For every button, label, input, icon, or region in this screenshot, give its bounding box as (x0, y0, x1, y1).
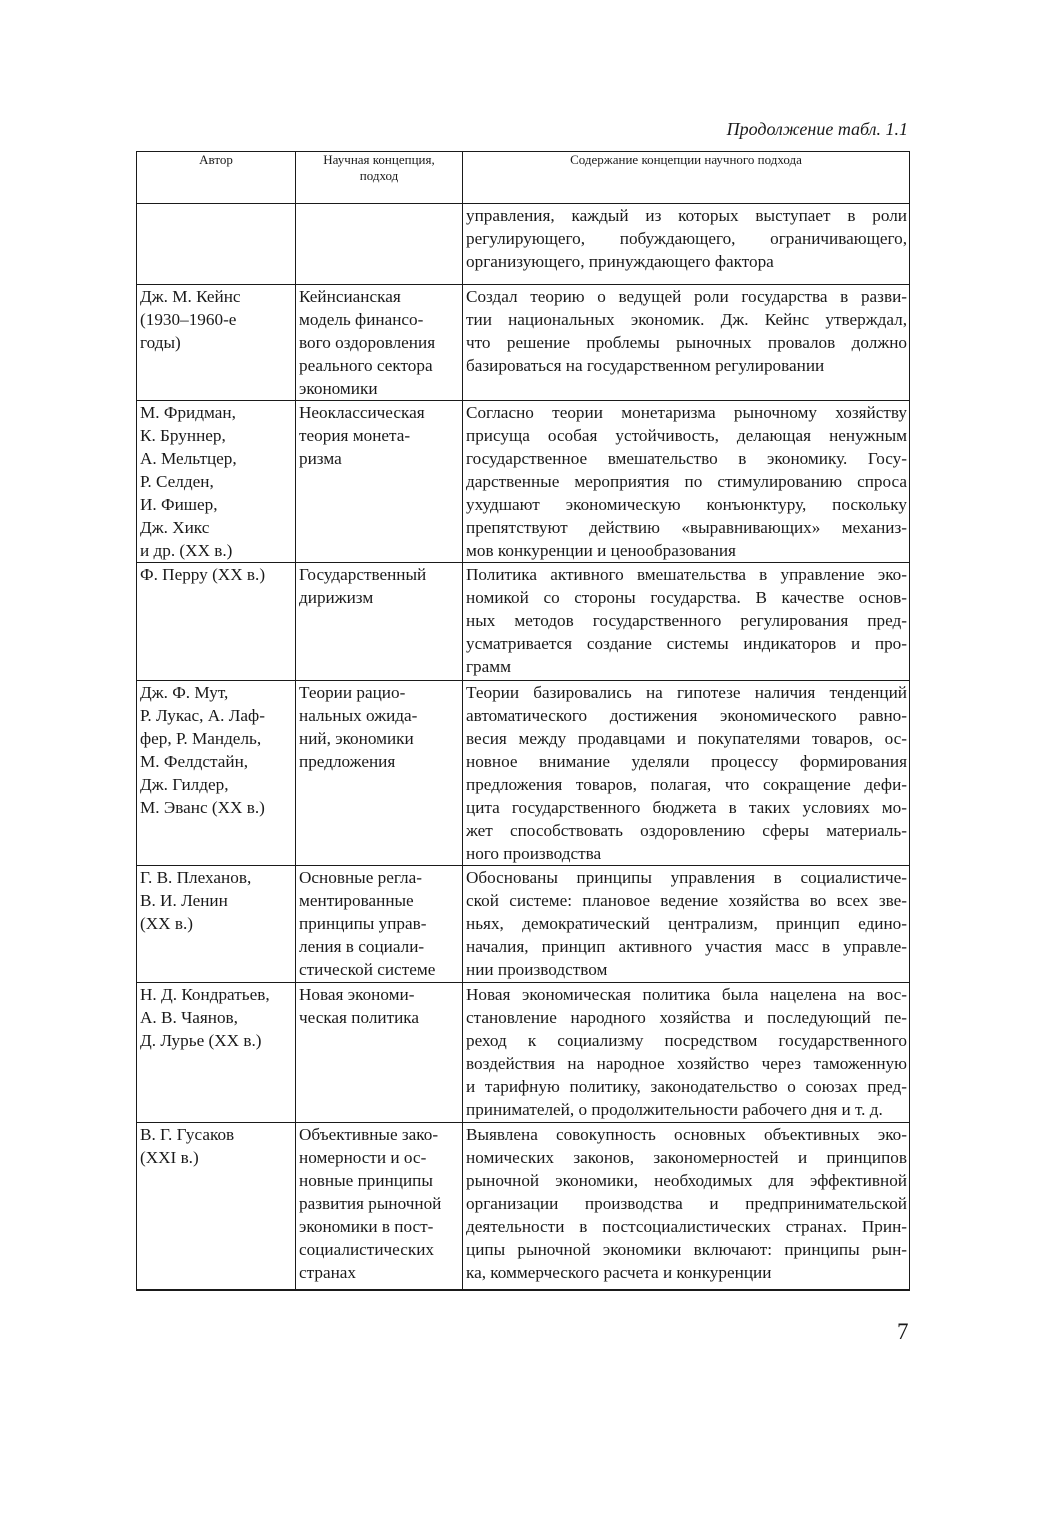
cell-author (137, 563, 296, 681)
content-line: ка, коммерческого расчета и конкуренции (466, 1263, 772, 1282)
content-line: принимателей, о продолжительности рабочего дня и т. д. (466, 1100, 883, 1119)
author-line: К. Бруннер, (140, 426, 226, 445)
author-line: Н. Д. Кондратьев, (140, 985, 270, 1004)
content-line: препятствуют действию «выравнивающих» механиз- (466, 518, 907, 537)
content-line: номических законов, закономерностей и принципов (466, 1148, 907, 1167)
author-line: Ф. Перру (XX в.) (140, 565, 266, 584)
content-line: рыночной экономики, необходимых для эффективной (466, 1171, 907, 1190)
author-line: М. Эванс (XX в.) (140, 798, 265, 817)
content-line: жет способствовать оздоровлению сферы материаль- (466, 821, 907, 840)
table-row (137, 1123, 910, 1290)
concept-line: нальных ожида- (299, 706, 418, 725)
content-line: номикой со стороны государства. В качестве основ- (466, 588, 907, 607)
content-line: базироваться на государственном регулировании (466, 356, 825, 375)
concept-line: ний, экономики (299, 729, 414, 748)
concept-text (296, 401, 462, 470)
concept-line: предложения (299, 752, 396, 771)
cell-content (463, 983, 910, 1123)
content-text (463, 983, 909, 1121)
content-line: ской системе: плановое ведение хозяйства во всех зве- (466, 891, 907, 910)
content-line: организации производства и предпринимательской (466, 1194, 907, 1213)
cell-author (137, 401, 296, 563)
concept-line: новные принципы (299, 1171, 433, 1190)
cell-content (463, 681, 910, 866)
cell-content (463, 204, 910, 285)
content-line: ухудшают экономическую конъюнктуру, поскольку (466, 495, 907, 514)
table-row (137, 983, 910, 1123)
content-line: автоматического достижения экономического равно- (466, 706, 907, 725)
page-number: 7 (897, 1319, 909, 1344)
content-line: ципы рыночной экономики включают: принципы рын- (466, 1240, 907, 1259)
cell-content (463, 563, 910, 681)
author-text (137, 866, 295, 935)
author-line: годы) (140, 333, 181, 352)
table-row (137, 866, 910, 983)
content-line: и тарифную политику, законодательство о союзах пред- (466, 1077, 907, 1096)
content-text (463, 866, 909, 981)
content-line: управления, каждый из которых выступает в роли (466, 206, 907, 225)
content-line: Политика активного вмешательства в управление эко- (466, 565, 907, 584)
table-row (137, 681, 910, 866)
author-text (137, 563, 295, 586)
author-line: и др. (XX в.) (140, 541, 233, 560)
content-line: Согласно теории монетаризма рыночному хозяйству (466, 403, 907, 422)
concept-text (296, 681, 462, 773)
concept-line: ления в социали- (299, 937, 425, 956)
content-line: цита государственного бюджета в таких условиях мо- (466, 798, 907, 817)
author-text (137, 285, 295, 354)
content-line: ньях, демократический централизм, принцип едино- (466, 914, 907, 933)
content-line: Новая экономическая политика была нацелена на вос- (466, 985, 907, 1004)
cell-concept (296, 866, 463, 983)
column-header-author: Автор (137, 152, 296, 204)
concept-line: ментированные (299, 891, 414, 910)
concept-line: ризма (299, 449, 342, 468)
content-line: грамм (466, 657, 512, 676)
content-line: государственное вмешательство в экономику. Госу- (466, 449, 907, 468)
concept-line: реального сектора (299, 356, 433, 375)
author-text (137, 681, 295, 819)
author-line: В. И. Ленин (140, 891, 228, 910)
author-line: Р. Лукас, А. Лаф- (140, 706, 265, 725)
author-line: фер, Р. Мандель, (140, 729, 262, 748)
cell-author (137, 983, 296, 1123)
table-body (137, 204, 910, 1290)
concept-line: развития рыночной (299, 1194, 442, 1213)
content-line: организующего, принуждающего фактора (466, 252, 774, 271)
cell-concept (296, 204, 463, 285)
content-line: Обоснованы принципы управления в социалистиче- (466, 868, 907, 887)
column-header-content: Содержание концепции научного подхода (463, 152, 910, 204)
cell-author (137, 1123, 296, 1290)
content-line: что решение проблемы рыночных провалов должно (466, 333, 907, 352)
cell-concept (296, 983, 463, 1123)
content-line: Теории базировались на гипотезе наличия тенденций (466, 683, 907, 702)
content-line: деятельности в постсоциалистических странах. Прин- (466, 1217, 907, 1236)
concept-line: номерности и ос- (299, 1148, 427, 1167)
content-text (463, 204, 909, 273)
concept-line: экономики (299, 379, 378, 398)
author-line: Дж. М. Кейнс (140, 287, 241, 306)
content-text (463, 401, 909, 562)
cell-content (463, 401, 910, 563)
concept-line: экономики в пост- (299, 1217, 434, 1236)
author-line: И. Фишер, (140, 495, 218, 514)
content-line: новное внимание уделяли процессу формирования (466, 752, 907, 771)
content-line: мов конкуренции и ценообразования (466, 541, 736, 560)
concept-line: стической системе (299, 960, 436, 979)
cell-concept (296, 563, 463, 681)
content-line: Выявлена совокупность основных объективных эко- (466, 1125, 907, 1144)
content-text (463, 563, 909, 678)
concept-line: модель финансо- (299, 310, 424, 329)
content-text (463, 285, 909, 377)
table-header-row (137, 152, 910, 204)
content-line: реход к социализму посредством государственного (466, 1031, 907, 1050)
author-line: (XXI в.) (140, 1148, 199, 1167)
cell-content (463, 285, 910, 401)
concept-line: Объективные зако- (299, 1125, 439, 1144)
concept-line: Кейнсианская (299, 287, 401, 306)
concept-text (296, 563, 462, 609)
author-text (137, 1123, 295, 1169)
concept-line: Государственный (299, 565, 427, 584)
concept-text (296, 866, 462, 981)
author-line: (1930–1960-е (140, 310, 237, 329)
content-text (463, 1123, 909, 1284)
concept-line: странах (299, 1263, 356, 1282)
content-line: предложения товаров, полагая, что сокращение дефи- (466, 775, 907, 794)
concept-text (296, 983, 462, 1029)
content-line: дарственные мероприятия по стимулированию спроса (466, 472, 907, 491)
concept-line: Основные регла- (299, 868, 422, 887)
author-line: М. Фридман, (140, 403, 236, 422)
concept-line: Неоклассическая (299, 403, 425, 422)
author-line: А. В. Чаянов, (140, 1008, 238, 1027)
content-line: тии национальных экономик. Дж. Кейнс утверждал, (466, 310, 907, 329)
content-line: регулирующего, побуждающего, ограничивающего, (466, 229, 907, 248)
author-line: (XX в.) (140, 914, 193, 933)
author-line: В. Г. Гусаков (140, 1125, 235, 1144)
concept-line: дирижизм (299, 588, 374, 607)
cell-author (137, 866, 296, 983)
column-header-concept: Научная концепция, подход (296, 152, 463, 204)
table-row (137, 401, 910, 563)
content-line: воздействия на народное хозяйство через таможенную (466, 1054, 907, 1073)
author-text (137, 401, 295, 562)
author-line: Г. В. Плеханов, (140, 868, 252, 887)
content-line: ного производства (466, 844, 602, 863)
concept-line: Теории рацио- (299, 683, 406, 702)
cell-author (137, 204, 296, 285)
content-text (463, 681, 909, 865)
author-line: М. Фелдстайн, (140, 752, 249, 771)
cell-author (137, 285, 296, 401)
author-text (137, 983, 295, 1052)
content-line: Создал теорию о ведущей роли государства в разви- (466, 287, 907, 306)
table-caption: Продолжение табл. 1.1 (726, 119, 908, 139)
table-row (137, 563, 910, 681)
concept-line: теория монета- (299, 426, 411, 445)
table-row (137, 285, 910, 401)
author-line: А. Мельтцер, (140, 449, 237, 468)
concept-text (296, 1123, 462, 1284)
content-line: нии производством (466, 960, 608, 979)
cell-author (137, 681, 296, 866)
concept-line: вого оздоровления (299, 333, 436, 352)
content-line: присуща особая устойчивость, делающая ненужным (466, 426, 907, 445)
author-line: Р. Селден, (140, 472, 214, 491)
content-line: началия, принцип активного участия масс в управле- (466, 937, 907, 956)
concept-line: Новая экономи- (299, 985, 415, 1004)
cell-content (463, 1123, 910, 1290)
author-line: Дж. Гилдер, (140, 775, 229, 794)
content-line: весия между продавцами и покупателями товаров, ос- (466, 729, 907, 748)
author-line: Д. Лурье (XX в.) (140, 1031, 262, 1050)
author-line: Дж. Ф. Мут, (140, 683, 229, 702)
content-line: усматривается создание системы индикаторов и про- (466, 634, 907, 653)
concepts-table (136, 151, 910, 1291)
cell-concept (296, 285, 463, 401)
cell-content (463, 866, 910, 983)
cell-concept (296, 681, 463, 866)
concept-line: ческая политика (299, 1008, 420, 1027)
content-line: ных методов государственного регулирования пред- (466, 611, 907, 630)
table-row (137, 204, 910, 285)
content-line: становление народного хозяйства и последующий пе- (466, 1008, 907, 1027)
concept-text (296, 285, 462, 400)
cell-concept (296, 401, 463, 563)
concept-line: принципы управ- (299, 914, 427, 933)
concept-line: социалистических (299, 1240, 434, 1259)
author-line: Дж. Хикс (140, 518, 210, 537)
cell-concept (296, 1123, 463, 1290)
